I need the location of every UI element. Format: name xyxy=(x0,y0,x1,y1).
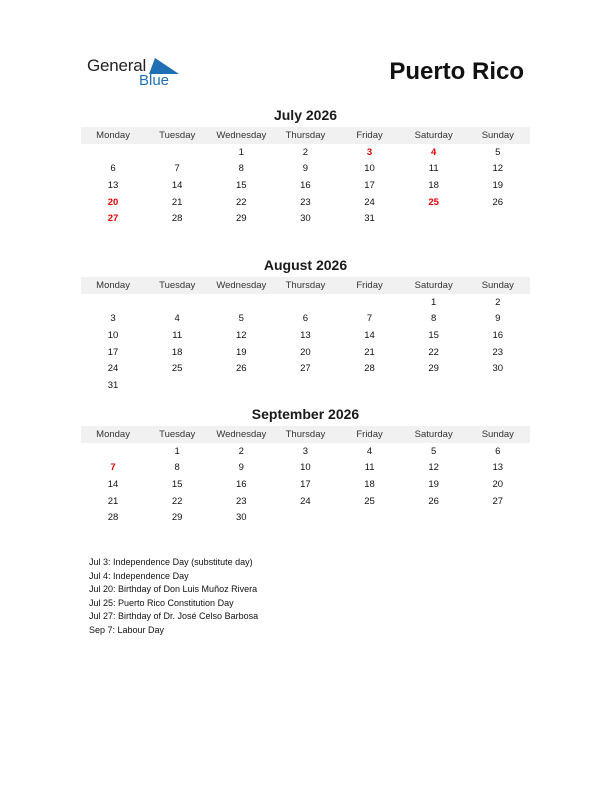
day-cell: 3 xyxy=(302,445,309,457)
day-cell: 25 xyxy=(428,196,439,208)
holiday-item: Jul 3: Independence Day (substitute day) xyxy=(89,557,253,567)
day-cell: 12 xyxy=(428,462,439,474)
week-row xyxy=(81,460,530,477)
day-cell: 3 xyxy=(110,313,116,325)
day-cell: 28 xyxy=(107,512,119,524)
weekday-label: Tuesday xyxy=(159,429,196,440)
weekday-label: Thursday xyxy=(285,429,326,440)
day-cell: 20 xyxy=(107,196,119,208)
day-cell: 16 xyxy=(300,179,311,191)
day-cell: 25 xyxy=(171,363,183,375)
week-row xyxy=(81,476,530,493)
day-cell: 4 xyxy=(431,146,437,158)
week-row xyxy=(81,144,530,161)
day-cell: 5 xyxy=(495,146,501,158)
day-cell: 5 xyxy=(431,445,437,457)
day-cell: 10 xyxy=(107,329,119,341)
weekday-label: Thursday xyxy=(285,130,326,141)
day-cell: 18 xyxy=(171,346,183,358)
month-title: July 2026 xyxy=(273,107,338,123)
day-cell: 14 xyxy=(107,478,119,490)
day-cell: 4 xyxy=(366,445,373,457)
day-cell: 14 xyxy=(364,329,375,341)
day-cell: 6 xyxy=(495,445,501,457)
day-cell: 11 xyxy=(428,163,439,175)
logo xyxy=(87,56,187,92)
day-cell: 24 xyxy=(107,363,119,375)
holiday-item: Jul 20: Birthday of Don Luis Muñoz Rivera xyxy=(89,584,258,594)
weekday-label: Sunday xyxy=(481,280,514,291)
day-cell: 14 xyxy=(171,179,183,191)
day-cell: 27 xyxy=(107,213,119,225)
week-row xyxy=(81,311,530,328)
day-cell: 29 xyxy=(236,213,247,225)
weekday-label: Saturday xyxy=(414,130,453,141)
weekday-label: Friday xyxy=(356,429,383,440)
weekday-header xyxy=(81,426,530,443)
day-cell: 3 xyxy=(366,146,373,158)
weekday-label: Friday xyxy=(356,280,383,291)
day-cell: 9 xyxy=(495,313,501,325)
weekday-label: Saturday xyxy=(414,280,453,291)
day-cell: 2 xyxy=(495,296,501,308)
day-cell: 8 xyxy=(431,313,437,325)
day-cell: 18 xyxy=(364,478,375,490)
day-cell: 1 xyxy=(238,146,244,158)
holiday-item: Jul 27: Birthday of Dr. José Celso Barbosa xyxy=(89,611,259,621)
day-cell: 29 xyxy=(428,363,439,375)
weekday-label: Monday xyxy=(96,130,130,141)
day-cell: 23 xyxy=(300,196,311,208)
day-cell: 6 xyxy=(110,163,116,175)
week-row xyxy=(81,493,530,510)
day-cell: 31 xyxy=(107,379,119,391)
week-row xyxy=(81,294,530,311)
day-cell: 8 xyxy=(238,163,244,175)
week-row xyxy=(81,194,530,211)
month-july xyxy=(81,106,530,227)
day-cell: 31 xyxy=(364,213,375,225)
day-cell: 10 xyxy=(300,462,311,474)
day-cell: 17 xyxy=(364,179,375,191)
day-cell: 6 xyxy=(302,313,309,325)
day-cell: 28 xyxy=(171,213,183,225)
holiday-item: Jul 4: Independence Day xyxy=(89,570,189,581)
day-cell: 11 xyxy=(364,462,375,474)
day-cell: 15 xyxy=(236,179,247,191)
day-cell: 23 xyxy=(492,346,504,358)
day-cell: 26 xyxy=(236,363,247,375)
day-cell: 23 xyxy=(236,495,247,507)
day-cell: 21 xyxy=(364,346,375,358)
month-title: August 2026 xyxy=(263,257,348,273)
day-cell: 2 xyxy=(238,445,244,457)
day-cell: 19 xyxy=(236,346,247,358)
weekday-label: Wednesday xyxy=(216,429,267,440)
day-cell: 11 xyxy=(172,329,183,341)
day-cell: 30 xyxy=(492,363,504,375)
day-cell: 24 xyxy=(364,196,375,208)
day-cell: 22 xyxy=(171,495,183,507)
weekday-label: Friday xyxy=(356,130,383,141)
day-cell: 8 xyxy=(174,462,180,474)
month-september xyxy=(81,405,530,526)
weekday-header xyxy=(81,277,530,294)
holiday-item: Jul 25: Puerto Rico Constitution Day xyxy=(89,597,234,608)
day-cell: 12 xyxy=(236,329,247,341)
day-cell: 12 xyxy=(492,163,504,175)
day-cell: 15 xyxy=(428,329,439,341)
holiday-item: Sep 7: Labour Day xyxy=(89,624,165,635)
logo-general-text: General xyxy=(87,56,147,75)
weekday-label: Saturday xyxy=(414,429,453,440)
week-row xyxy=(81,377,530,394)
day-cell: 27 xyxy=(300,363,311,375)
day-cell: 24 xyxy=(300,495,311,507)
day-cell: 22 xyxy=(236,196,247,208)
day-cell: 4 xyxy=(174,313,180,325)
weekday-label: Wednesday xyxy=(216,130,267,141)
day-cell: 9 xyxy=(238,462,244,474)
day-cell: 18 xyxy=(428,179,439,191)
day-cell: 21 xyxy=(107,495,119,507)
day-cell: 7 xyxy=(174,163,180,175)
day-cell: 7 xyxy=(366,313,373,325)
day-cell: 9 xyxy=(302,163,309,175)
day-cell: 30 xyxy=(236,512,247,524)
day-cell: 1 xyxy=(431,296,437,308)
weekday-label: Thursday xyxy=(285,280,326,291)
day-cell: 10 xyxy=(364,163,375,175)
day-cell: 20 xyxy=(492,478,504,490)
week-row xyxy=(81,509,530,526)
day-cell: 19 xyxy=(428,478,439,490)
day-cell: 16 xyxy=(492,329,504,341)
week-row xyxy=(81,161,530,178)
weekday-label: Monday xyxy=(96,429,130,440)
day-cell: 26 xyxy=(492,196,504,208)
week-row xyxy=(81,327,530,344)
day-cell: 26 xyxy=(428,495,439,507)
weekday-label: Wednesday xyxy=(216,280,267,291)
day-cell: 7 xyxy=(110,462,116,474)
weekday-header xyxy=(81,127,530,144)
weekday-label: Tuesday xyxy=(159,280,196,291)
week-row xyxy=(81,210,530,227)
week-row xyxy=(81,443,530,460)
day-cell: 13 xyxy=(300,329,311,341)
day-cell: 5 xyxy=(238,313,244,325)
weekday-label: Monday xyxy=(96,280,130,291)
day-cell: 22 xyxy=(428,346,439,358)
day-cell: 1 xyxy=(174,445,180,457)
day-cell: 29 xyxy=(171,512,183,524)
day-cell: 17 xyxy=(300,478,311,490)
day-cell: 13 xyxy=(107,179,119,191)
holiday-list xyxy=(89,556,258,637)
weekday-label: Tuesday xyxy=(159,130,196,141)
day-cell: 19 xyxy=(492,179,504,191)
week-row xyxy=(81,177,530,194)
day-cell: 20 xyxy=(300,346,311,358)
day-cell: 28 xyxy=(364,363,375,375)
weekday-label: Sunday xyxy=(481,429,514,440)
day-cell: 17 xyxy=(107,346,119,358)
logo-blue-text: Blue xyxy=(139,72,170,89)
day-cell: 27 xyxy=(492,495,504,507)
country-title: Puerto Rico xyxy=(389,58,524,85)
week-row xyxy=(81,344,530,361)
day-cell: 21 xyxy=(171,196,183,208)
day-cell: 2 xyxy=(302,146,309,158)
day-cell: 15 xyxy=(171,478,183,490)
day-cell: 30 xyxy=(300,213,311,225)
day-cell: 25 xyxy=(364,495,375,507)
day-cell: 16 xyxy=(236,478,247,490)
day-cell: 13 xyxy=(492,462,504,474)
month-august xyxy=(81,256,530,394)
week-row xyxy=(81,360,530,377)
weekday-label: Sunday xyxy=(481,130,514,141)
month-title: September 2026 xyxy=(251,406,360,422)
